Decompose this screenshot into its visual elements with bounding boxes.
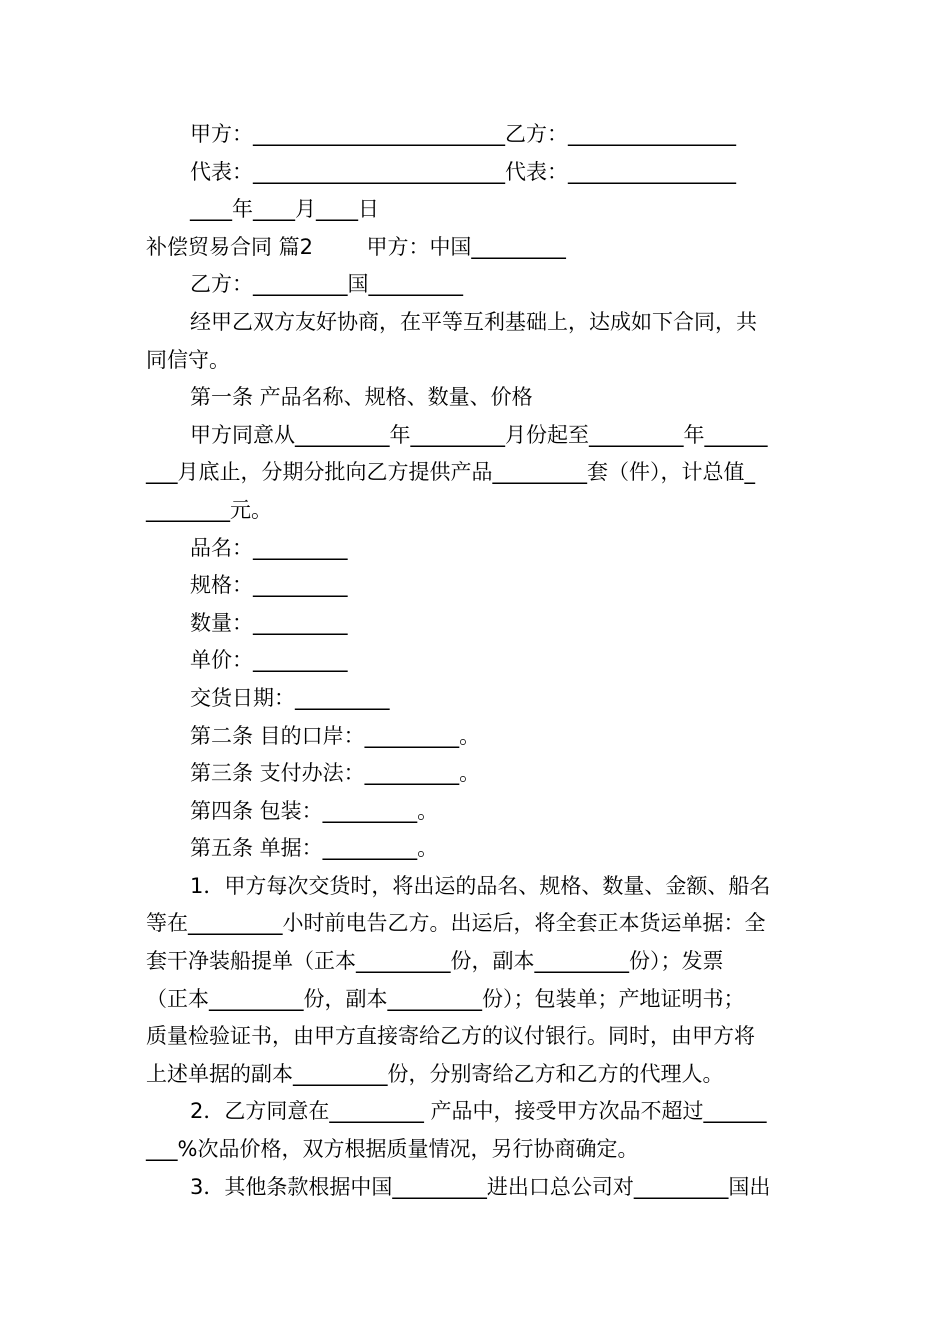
clause-1-line-1: 1．甲方每次交货时，将出运的品名、规格、数量、金额、船名 bbox=[190, 873, 771, 898]
article-4-line: 第四条 包装：_________。 bbox=[190, 798, 439, 823]
specification-field: 规格：_________ bbox=[190, 573, 348, 598]
quantity-field: 数量：_________ bbox=[190, 610, 348, 635]
unit-price-field: 单价：_________ bbox=[190, 648, 348, 673]
delivery-date-field: 交货日期：_________ bbox=[190, 685, 390, 710]
clause-1-line-6: 上述单据的副本_________份，分别寄给乙方和乙方的代理人。 bbox=[146, 1061, 724, 1086]
preamble-line-1: 经甲乙双方友好协商，在平等互利基础上，达成如下合同，共 bbox=[190, 309, 757, 334]
clause-1-line-3: 套干净装船提单（正本_________份，副本_________份）；发票 bbox=[146, 949, 724, 974]
article-1-heading: 第一条 产品名称、规格、数量、价格 bbox=[190, 385, 533, 410]
document-body bbox=[146, 116, 808, 1206]
representative-line: 代表：________________________代表：________________ bbox=[190, 159, 736, 184]
article-1-para-line-1: 甲方同意从_________年_________月份起至_________年______ bbox=[190, 422, 768, 447]
clause-1-line-2: 等在_________小时前电告乙方。出运后，将全套正本货运单据：全 bbox=[146, 911, 766, 936]
article-3-line: 第三条 支付办法：_________。 bbox=[190, 761, 481, 786]
product-name-field: 品名：_________ bbox=[190, 535, 348, 560]
clause-1-line-4: （正本_________份，副本_________份）；包装单；产地证明书； bbox=[146, 986, 745, 1011]
article-5-line: 第五条 单据：_________。 bbox=[190, 836, 439, 861]
party-b-line: 乙方：_________国_________ bbox=[190, 272, 463, 297]
clause-2-line-2: ___%次品价格，双方根据质量情况，另行协商确定。 bbox=[146, 1137, 639, 1162]
clause-3-line-1: 3．其他条款根据中国_________进出口总公司对_________国出 bbox=[190, 1174, 771, 1199]
preamble-line-2: 同信守。 bbox=[146, 347, 230, 372]
contract-title-line: 补偿贸易合同 篇2 甲方：中国_________ bbox=[146, 234, 566, 259]
party-a-b-line: 甲方：________________________乙方：________________ bbox=[190, 122, 736, 146]
article-2-line: 第二条 目的口岸：_________。 bbox=[190, 723, 481, 748]
clause-1-line-5: 质量检验证书，由甲方直接寄给乙方的议付银行。同时，由甲方将 bbox=[146, 1024, 755, 1049]
article-1-para-line-2: ___月底止，分期分批向乙方提供产品_________套（件），计总值_ bbox=[146, 460, 755, 485]
article-1-para-line-3: ________元。 bbox=[146, 497, 272, 522]
clause-2-line-1: 2．乙方同意在_________ 产品中，接受甲方次品不超过______ bbox=[190, 1099, 767, 1124]
date-line: ____年____月____日 bbox=[190, 197, 379, 222]
